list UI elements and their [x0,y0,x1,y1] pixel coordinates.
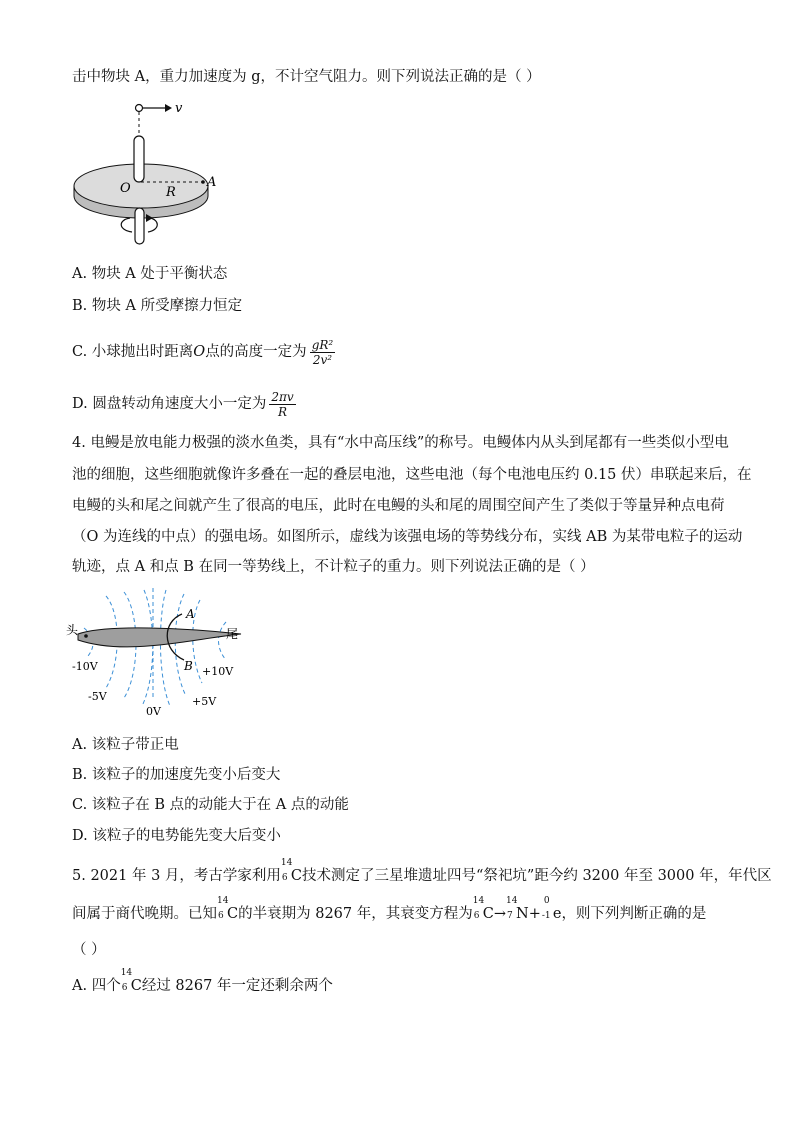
label-plus10v: +10V [202,665,234,678]
ball-icon [136,105,143,112]
arrow-icon: → [493,906,506,922]
carbon-14-nuclide: 14 6 C [217,896,239,922]
label-minus10v: -10V [72,660,98,673]
fraction-2piv-r: $\frac{2\pi v}{R}$ [271,389,294,419]
q3-option-c: C. 小球抛出时距离O点的高度一定为 $\frac{\text{gR²}}{\text{2v²}}$ [72,337,334,367]
center-label: O [120,181,131,196]
rod [134,136,144,182]
q5-line-3: （ ） [72,942,106,958]
q4-option-b: B. 该粒子的加速度先变小后变大 [72,767,281,783]
carbon-14-nuclide: 14 6 C [120,968,142,994]
electron-nuclide: 0 -1 e [541,896,562,922]
question-3-stem-end: 击中物块 A，重力加速度为 g，不计空气阻力。则下列说法正确的是（ ） [72,69,541,85]
rotating-disk-figure [60,96,230,256]
q5-line-1: 5. 2021 年 3 月，考古学家利用 14 6 C技术测定了三星堆遗址四号“祭祀坑”距今约 3200 年至 3000 年，年代区 [72,864,772,888]
q4-line-1: 4. 电鳗是放电能力极强的淡水鱼类，具有“水中高压线”的称号。电鳗体内从头到尾都有一些类似小型电 [72,435,729,451]
fraction-gr2-2v2: $\frac{\text{gR²}}{\text{2v²}}$ [311,337,334,367]
eel-head-label: 头 [66,623,79,637]
q3-option-a: A. 物块 A 处于平衡状态 [72,266,228,282]
q4-line-5: 轨迹，点 A 和点 B 在同一等势线上，不计粒子的重力。则下列说法正确的是（ ） [72,559,595,575]
q4-option-a: A. 该粒子带正电 [72,737,179,753]
eel-tail-label: 尾 [226,627,239,641]
carbon-14-nuclide: 14 6 C [472,896,494,922]
q4-option-c: C. 该粒子在 B 点的动能大于在 A 点的动能 [72,797,349,813]
q5-line-2: 间属于商代晚期。已知 14 6 C的半衰期为 8267 年，其衰变方程为 14 6 C→ 14 7 N+ 0 -1 e，则下列判断正确的是 [72,902,706,926]
carbon-14-nuclide: 14 6 C [280,858,303,884]
q4-line-2: 池的细胞，这些细胞就像许多叠在一起的叠层电池，这些电池（每个电池电压约 0.15 伏）串联起来后，在 [72,467,752,483]
point-b-label: B [184,659,193,673]
label-0v: 0V [146,705,161,718]
q3-option-d: D. 圆盘转动角速度大小一定为 $\frac{2\pi v}{R}$ [72,389,294,419]
eel-eye-icon [84,634,88,638]
label-minus5v: -5V [88,690,107,703]
point-a-label: A [207,175,217,190]
q4-option-d: D. 该粒子的电势能先变大后变小 [72,828,281,844]
q4-line-4: （O 为连线的中点）的强电场。如图所示，虚线为该强电场的等势线分布，实线 AB 为某带电粒子的运动 [72,529,743,545]
q5-option-a: A. 四个 14 6 C经过 8267 年一定还剩余两个 [72,974,333,998]
q4-line-3: 电鳗的头和尾之间就产生了很高的电压，此时在电鳗的头和尾的周围空间产生了类似于等量异种点电荷 [72,498,725,514]
radius-label: R [166,185,176,200]
label-plus5v: +5V [192,695,217,708]
nitrogen-14-nuclide: 14 7 N [506,896,529,922]
velocity-label: v [175,101,183,116]
eel-body [78,628,241,647]
point-a-label: A [186,607,195,621]
eel-field-figure [66,588,266,723]
q3-option-b: B. 物块 A 所受摩擦力恒定 [72,298,243,314]
